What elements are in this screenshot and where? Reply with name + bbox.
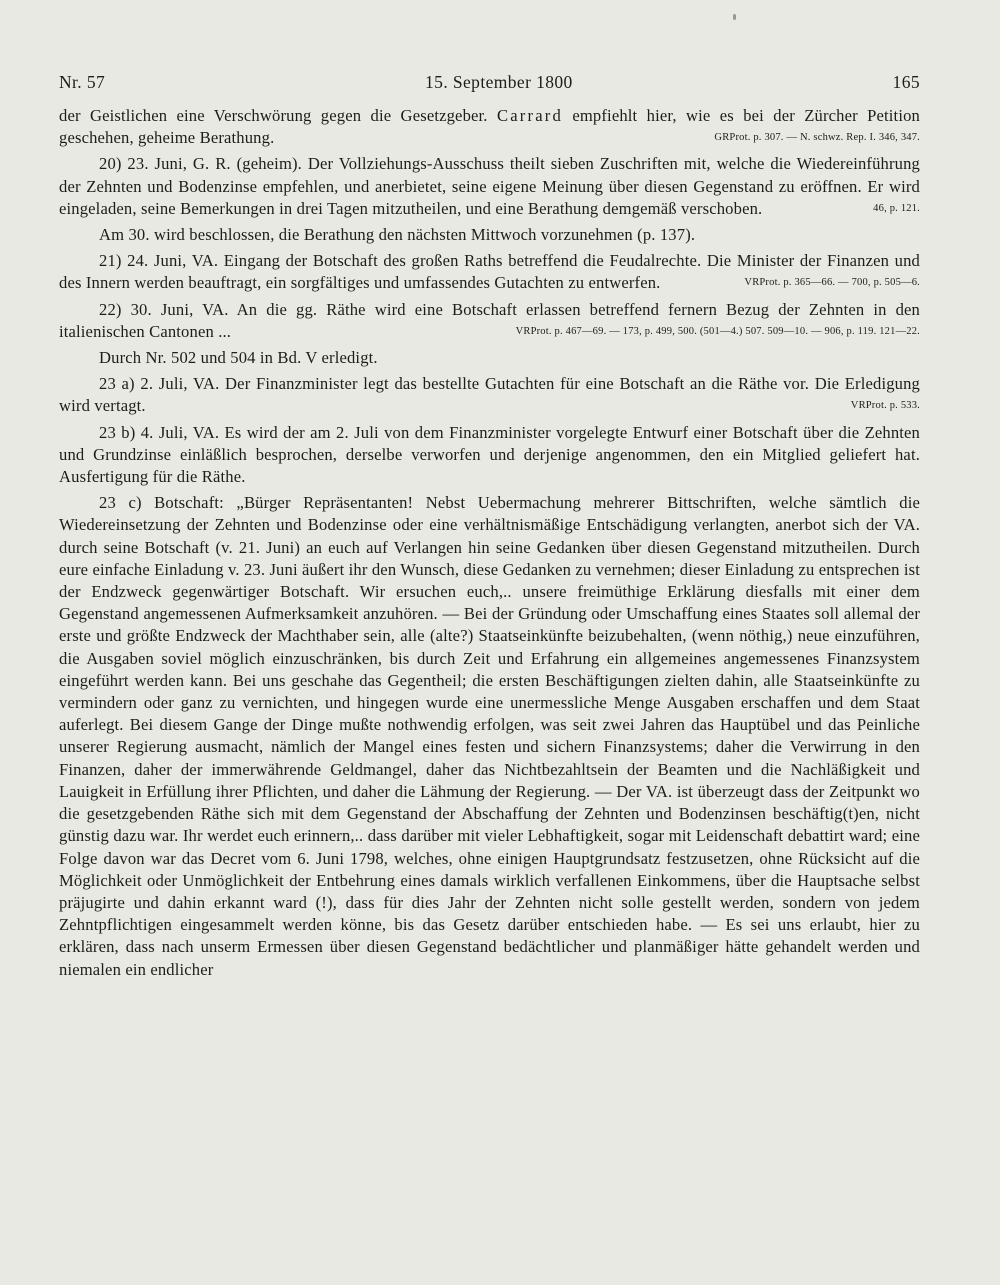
- paragraph-23b: [59, 422, 920, 489]
- paragraph-text: 20) 23. Juni, G. R. (geheim). Der Vollziehungs-Ausschuss theilt sieben Zuschriften mit, welche die Wiedereinführung der Zehnten und Bodenzinse empfehlen, und anerbietet, seine eigene Meinung über diesen Gegenstand zu eröffnen. Er wird eingeladen, seine Bemerkungen in drei Tagen mitzutheilen, und eine Berathung demgemäß verschoben.: [59, 154, 920, 218]
- paragraph-carrard: [59, 105, 920, 149]
- paragraph-text: der Geistlichen eine Verschwörung gegen die Gesetzgeber.: [59, 106, 488, 125]
- citation: GRProt. p. 307. — N. schwz. Rep. I. 346, 347.: [714, 132, 920, 144]
- citation: VRProt. p. 365—66. — 700, p. 505—6.: [744, 277, 920, 289]
- paper-speck: [733, 14, 736, 20]
- paragraph-text: 22) 30. Juni, VA. An die gg. Räthe wird eine Botschaft erlassen betreffend fernern Bezug der Zehnten in den italienischen Cantonen ...: [59, 299, 920, 341]
- document-date: 15. September 1800: [425, 72, 573, 92]
- paragraph-23a: [59, 373, 920, 417]
- paragraph-23c: [59, 492, 920, 980]
- document-number: Nr. 57: [59, 72, 106, 92]
- paragraph-text: 23 b) 4. Juli, VA. Es wird der am 2. Juli von dem Finanzminister vorgelegte Entwurf einer Botschaft über die Zehnten und Grundzinse einläßlich besprochen, derselbe verworfen und derjenige angenommen, den ein Mitglied geliefert hat. Ausfertigung für die Räthe.: [59, 422, 920, 487]
- paragraph-text: empfiehlt hier, wie es bei der Zürcher Petition geschehen, geheime Berathung.: [59, 106, 920, 148]
- paragraph-am-30: [59, 224, 920, 246]
- paragraph-text: Am 30. wird beschlossen, die Berathung den nächsten Mittwoch vorzunehmen (p. 137).: [99, 225, 696, 245]
- page-number: 165: [892, 72, 920, 92]
- person-name: Carrard: [496, 106, 564, 125]
- page-header: [59, 72, 920, 93]
- paragraph-text: 21) 24. Juni, VA. Eingang der Botschaft des großen Raths betreffend die Feudalrechte. Die Minister der Finanzen und des Innern werden beauftragt, ein sorgfältiges und umfassendes Gutachten zu entwerfen.: [59, 251, 920, 293]
- citation: VRProt. p. 533.: [850, 400, 920, 412]
- body-text: [59, 105, 920, 981]
- paragraph-text: Durch Nr. 502 und 504 in Bd. V erledigt.: [99, 348, 378, 368]
- paragraph-text: 23 a) 2. Juli, VA. Der Finanzminister legt das bestellte Gutachten für eine Botschaft an die Räthe vor. Die Erledigung wird vertagt.: [59, 374, 920, 416]
- paragraph-20: [59, 153, 920, 220]
- citation: 46, p. 121.: [873, 202, 920, 214]
- paragraph-21: [59, 250, 920, 294]
- citation: VRProt. p. 467—69. — 173, p. 499, 500. (501—4.) 507. 509—10. — 906, p. 119. 121—22.: [515, 325, 920, 337]
- paragraph-erledigt: [59, 347, 920, 369]
- paragraph-22: [59, 299, 920, 343]
- paragraph-text: 23 c) Botschaft: „Bürger Repräsentanten! Nebst Uebermachung mehrerer Bittschriften, welche sämtlich die Wiedereinsetzung der Zehnten und Bodenzinse oder eine verhältnismäßige Entschädigung verlangten, anerbot sich der VA. durch seine Botschaft (v. 21. Juni) an euch auf Verlangen hin seine Gedanken über diesen Gegenstand mitzutheilen. Durch eure einfache Einladung v. 23. Juni äußert ihr den Wunsch, diese Gedanken zu vernehmen; dieser Einladung zu entsprechen ist der Endzweck gegenwärtiger Botschaft. Wir ersuchen euch,.. unsere freimüthige Erklärung diesfalls mit einer dem Gegenstand angemessenen Aufmerksamkeit anzuhören. — Bei der Gründung oder Umschaffung eines Staates soll allemal der erste und größte Endzweck der Machthaber sein, alle (alte?) Staatseinkünfte beizubehalten, (wenn nöthig,) neue einzuführen, die Ausgaben soviel möglich einzuschränken, bis durch Zeit und Erfahrung ein allgemeines angemessenes Finanzsystem eingeführt werden kann. Bei uns geschahe das Gegentheil; die ersten Beschäftigungen zielten dahin, alle Staatseinkünfte zu vermindern oder ganz zu vernichten, und hingegen wurde eine unermessliche Menge Ausgaben erschaffen und dem Staat auferlegt. Bei diesem Gange der Dinge mußte nothwendig erfolgen, was seit zwei Jahren das Hauptübel und das Peinliche unserer Regierung ausmacht, nämlich der Mangel eines festen und sichern Finanzsystems; daher die Verwirrung in den Finanzen, daher der immerwährende Geldmangel, daher das Nichtbezahltsein der Beamten und die Nachläßigkeit und Lauigkeit in Erfüllung ihrer Pflichten, und daher die Lähmung der Regierung. — Der VA. ist überzeugt dass der Zeitpunkt wo die gesetzgebenden Räthe sich mit dem Gegenstand der Abschaffung der Zehnten und Bodenzinsen beschäftig(t)en, nicht günstig dazu war. Ihr werdet euch erinnern,.. dass darüber mit vieler Lebhaftigkeit, sogar mit Leidenschaft debattirt ward; eine Folge davon war das Decret vom 6. Juni 1798, welches, ohne einigen Hauptgrundsatz festzusetzen, ohne Rücksicht auf die Möglichkeit oder Unmöglichkeit der Entbehrung eines damals wirklich verfallenen Einkommens, über die Hauptsache selbst präjugirte und dahin erkannt ward (!), dass für dies Jahr der Zehnten nicht solle gestellt werden, sondern von jedem Zehntpflichtigen eingesammelt werden könne, bis das Gesetz darüber entschieden habe. — Es sei uns erlaubt, hier zu erklären, dass nach unserm Ermessen über diesen Gegenstand bedächtlicher und planmäßiger hätte gehandelt werden und niemalen ein endlicher: [59, 493, 921, 979]
